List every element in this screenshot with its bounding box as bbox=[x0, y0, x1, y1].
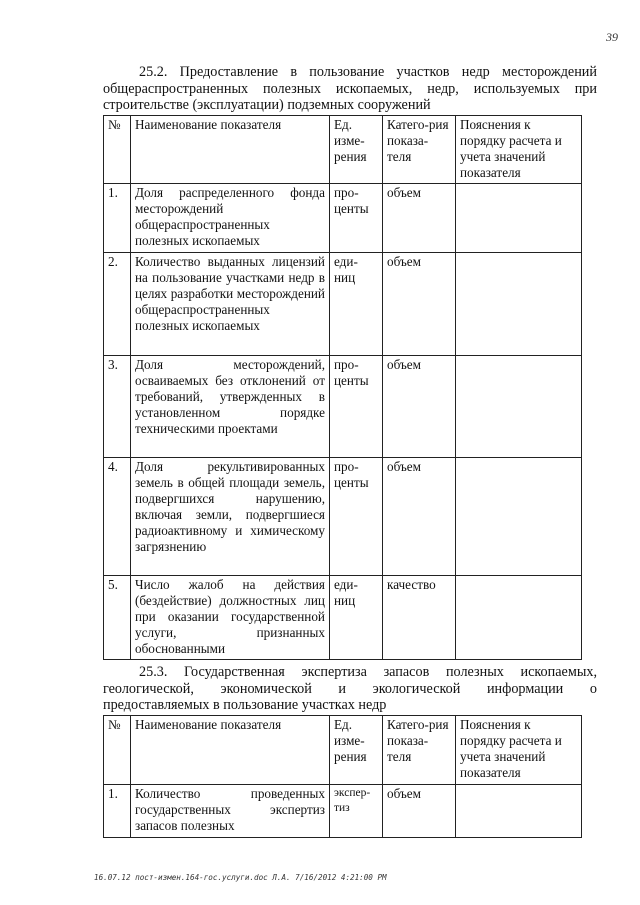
col-header-unit: Ед. изме-рения bbox=[330, 116, 383, 184]
table-row bbox=[104, 576, 582, 660]
row-num: 4. bbox=[104, 458, 131, 576]
col-header-unit: Ед. изме-рения bbox=[330, 716, 383, 785]
row-unit: еди-ниц bbox=[330, 576, 383, 660]
row-name: Доля рекультивированных земель в общей площади земель, подвергшихся нарушению, включая земли, подвергшиеся радиоактивному и химическому загрязнению bbox=[131, 458, 330, 576]
row-num: 1. bbox=[104, 785, 131, 838]
row-unit: экспер-тиз bbox=[330, 785, 383, 838]
indicators-table-25-3 bbox=[103, 715, 582, 838]
row-num: 5. bbox=[104, 576, 131, 660]
heading-line: строительстве (эксплуатации) подземных сооружений bbox=[103, 97, 431, 113]
row-category: качество bbox=[383, 576, 456, 660]
heading-line: предоставляемых в пользование участках недр bbox=[103, 697, 387, 713]
row-category: объем bbox=[383, 785, 456, 838]
table-row bbox=[104, 356, 582, 458]
table-header-row bbox=[104, 116, 582, 184]
heading-line: 25.3. Государственная экспертиза запасов полезных ископаемых, bbox=[139, 664, 597, 680]
row-note bbox=[456, 253, 582, 356]
row-name: Количество проведенных государственных экспертиз запасов полезных bbox=[131, 785, 330, 838]
row-note bbox=[456, 458, 582, 576]
section-25-2-heading bbox=[103, 64, 597, 114]
col-header-num: № bbox=[104, 716, 131, 785]
col-header-category: Катего-рия показа-теля bbox=[383, 116, 456, 184]
row-num: 2. bbox=[104, 253, 131, 356]
row-note bbox=[456, 785, 582, 838]
row-note bbox=[456, 356, 582, 458]
section-25-3-heading bbox=[103, 664, 597, 714]
row-unit: про-центы bbox=[330, 356, 383, 458]
row-name: Количество выданных лицензий на пользование участками недр в целях разработки месторождений общераспространенных полезных ископаемых bbox=[131, 253, 330, 356]
heading-line: 25.2. Предоставление в пользование участков недр месторождений bbox=[139, 64, 597, 80]
row-unit: про-центы bbox=[330, 458, 383, 576]
row-category: объем bbox=[383, 253, 456, 356]
col-header-num: № bbox=[104, 116, 131, 184]
row-unit: про-центы bbox=[330, 184, 383, 253]
row-category: объем bbox=[383, 184, 456, 253]
table-row bbox=[104, 785, 582, 838]
col-header-name: Наименование показателя bbox=[131, 116, 330, 184]
document-footer: 16.07.12 пост-измен.164-гос.услуги.doc Л.А. 7/16/2012 4:21:00 PM bbox=[94, 873, 387, 882]
row-category: объем bbox=[383, 458, 456, 576]
row-name: Число жалоб на действия (бездействие) должностных лиц при оказании государственной услуги, признанных обоснованными bbox=[131, 576, 330, 660]
table-row bbox=[104, 184, 582, 253]
row-name: Доля распределенного фонда месторождений общераспространенных полезных ископаемых bbox=[131, 184, 330, 253]
indicators-table-25-2 bbox=[103, 115, 582, 660]
col-header-name: Наименование показателя bbox=[131, 716, 330, 785]
row-unit: еди-ниц bbox=[330, 253, 383, 356]
row-num: 3. bbox=[104, 356, 131, 458]
row-name: Доля месторождений, осваиваемых без отклонений от требований, утвержденных в установленном порядке техническими проектами bbox=[131, 356, 330, 458]
table-row bbox=[104, 458, 582, 576]
table-header-row bbox=[104, 716, 582, 785]
col-header-category: Катего-рия показа-теля bbox=[383, 716, 456, 785]
row-category: объем bbox=[383, 356, 456, 458]
col-header-note: Пояснения к порядку расчета и учета значений показателя bbox=[456, 716, 582, 785]
row-note bbox=[456, 576, 582, 660]
heading-line: общераспространенных полезных ископаемых, недр, используемых при bbox=[103, 80, 597, 97]
col-header-note: Пояснения к порядку расчета и учета значений показателя bbox=[456, 116, 582, 184]
table-row bbox=[104, 253, 582, 356]
row-note bbox=[456, 184, 582, 253]
heading-line: геологической, экономической и экологической информации о bbox=[103, 680, 597, 697]
row-num: 1. bbox=[104, 184, 131, 253]
page-number: 39 bbox=[606, 30, 618, 44]
